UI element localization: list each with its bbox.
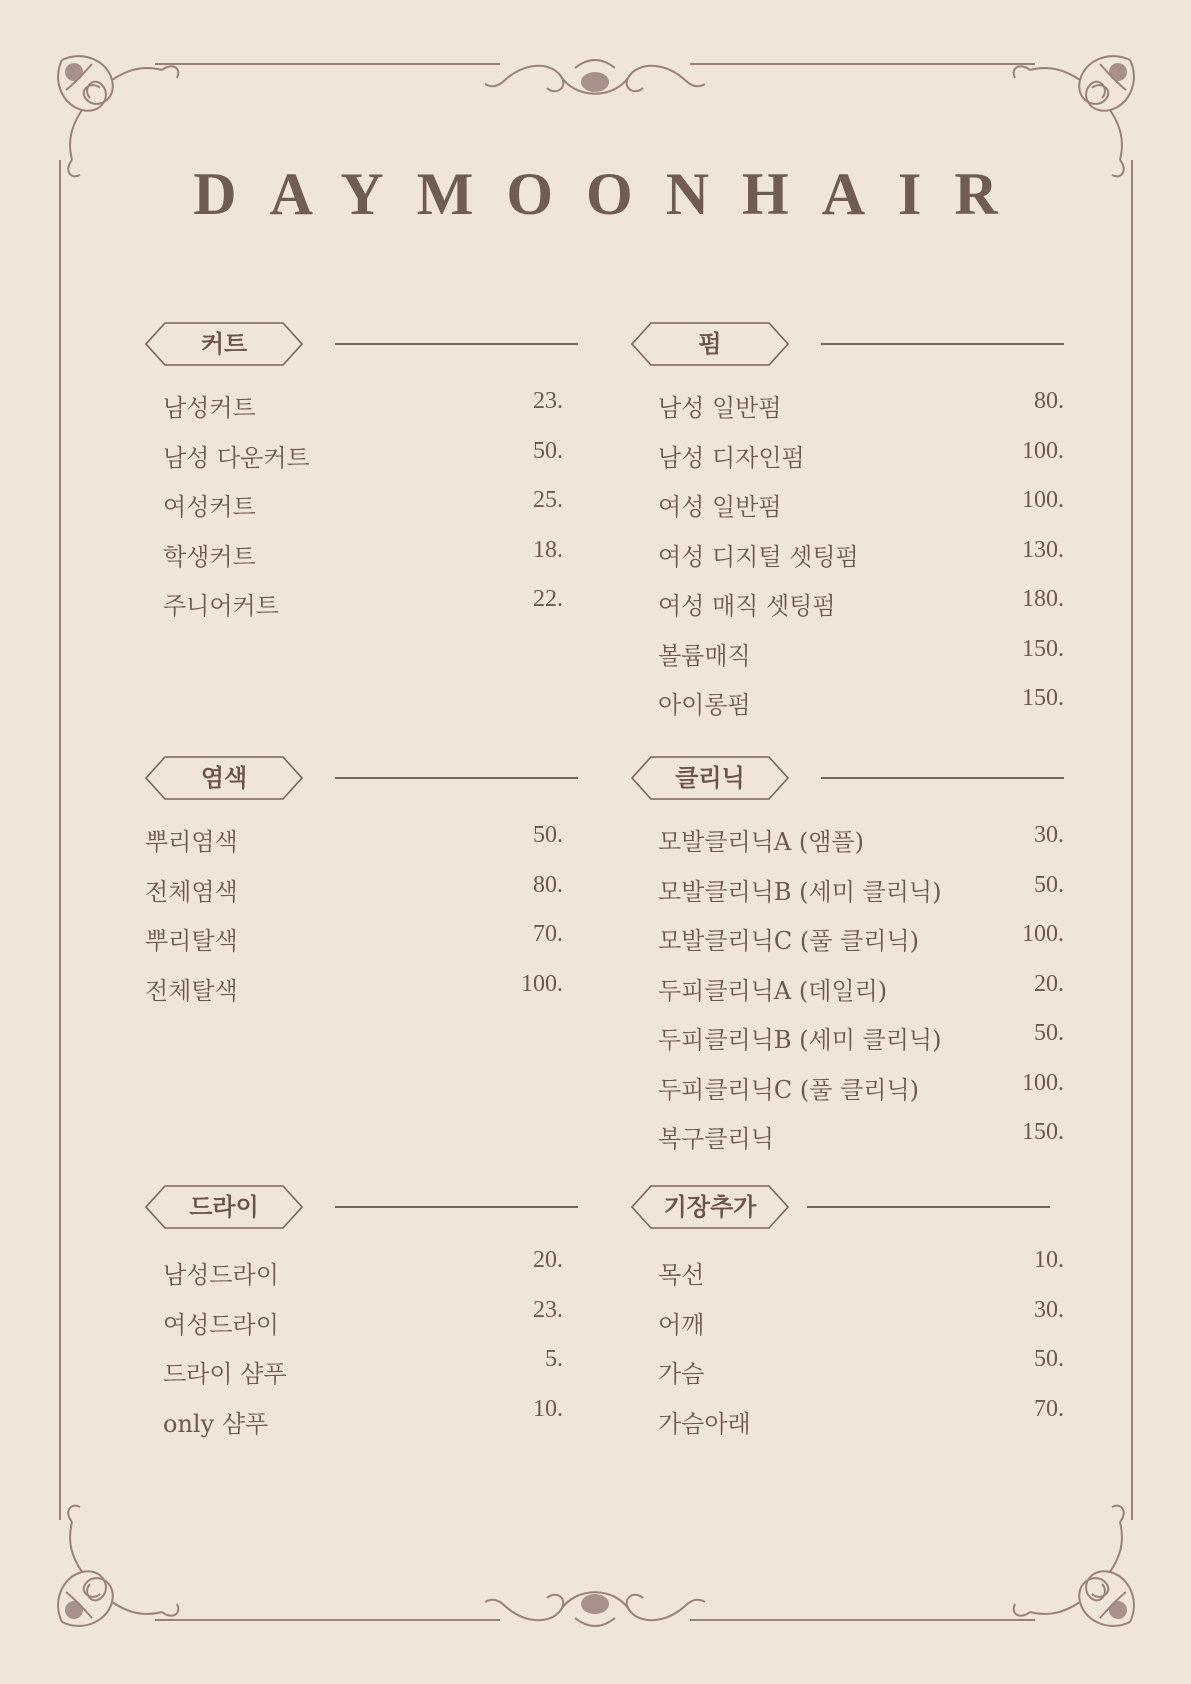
section-rule — [335, 343, 578, 345]
item-price: 150. — [1022, 685, 1064, 711]
section-title: 클리닉 — [675, 764, 745, 792]
menu-item — [631, 388, 1064, 438]
item-name: 두피클리닉B (세미 클리닉) — [658, 1026, 942, 1054]
section-perm — [631, 322, 1064, 719]
section-title: 드라이 — [189, 1193, 259, 1221]
menu-item — [631, 685, 1064, 735]
item-name: 남성 디자인펌 — [658, 443, 805, 472]
brand-title: DAYMOONHAIR — [193, 161, 1031, 227]
menu-item — [631, 438, 1064, 488]
item-name: 남성 일반펌 — [658, 394, 782, 422]
menu-item — [631, 921, 1064, 971]
menu-list — [631, 1247, 1064, 1449]
menu-item — [145, 1346, 563, 1400]
item-price: 50. — [533, 437, 563, 464]
menu-list — [631, 822, 1064, 1169]
menu-item — [145, 438, 563, 488]
item-name: 드라이 샴푸 — [163, 1360, 287, 1388]
menu-item — [631, 971, 1064, 1021]
item-name: 여성 디지털 셋팅펌 — [658, 542, 859, 571]
item-name: 전체염색 — [145, 877, 238, 906]
menu-item — [631, 822, 1064, 872]
item-price: 70. — [533, 921, 563, 947]
section-dry — [145, 1185, 578, 1438]
item-price: 70. — [1034, 1395, 1064, 1422]
item-name: 모발클리닉B (세미 클리닉) — [658, 877, 942, 906]
item-name: 뿌리탈색 — [145, 927, 238, 955]
section-header — [145, 756, 578, 800]
section-header — [631, 322, 1064, 366]
menu-item — [631, 586, 1064, 636]
item-price: 50. — [1034, 1020, 1064, 1046]
section-rule — [807, 1206, 1050, 1208]
item-name: 복구클리닉 — [658, 1125, 774, 1153]
menu-item — [145, 921, 563, 971]
menu-item — [145, 388, 563, 438]
corner-flourish-icon — [58, 56, 178, 176]
item-name: 가슴아래 — [658, 1409, 751, 1438]
item-name: 어깨 — [658, 1310, 705, 1339]
menu-item — [145, 1296, 563, 1351]
item-price: 180. — [1022, 586, 1064, 612]
item-name: 남성커트 — [163, 394, 256, 422]
menu-item — [145, 537, 563, 587]
item-price: 25. — [533, 487, 563, 513]
menu-item — [631, 636, 1064, 686]
menu-item — [631, 1020, 1064, 1070]
menu-item — [631, 1346, 1064, 1400]
item-price: 20. — [533, 1247, 563, 1273]
item-price: 22. — [533, 586, 563, 612]
item-name: 여성드라이 — [163, 1310, 279, 1339]
menu-item — [145, 1247, 563, 1301]
item-name: 전체탈색 — [145, 976, 238, 1005]
item-name: 남성 다운커트 — [163, 443, 310, 472]
menu-list — [145, 388, 563, 636]
item-name: 모발클리닉A (앰플) — [658, 828, 864, 856]
item-price: 30. — [1034, 822, 1064, 848]
menu-item — [631, 1070, 1064, 1120]
item-price: 100. — [1022, 487, 1064, 513]
item-price: 50. — [1034, 1346, 1064, 1372]
menu-list — [145, 1247, 563, 1449]
item-name: 모발클리닉C (풀 클리닉) — [658, 927, 920, 955]
item-name: 두피클리닉C (풀 클리닉) — [658, 1075, 920, 1104]
section-length — [631, 1185, 1064, 1438]
menu-list — [145, 822, 563, 1020]
item-name: 여성커트 — [163, 493, 256, 521]
menu-item — [631, 1296, 1064, 1351]
menu-item — [631, 1119, 1064, 1169]
item-name: 주니어커트 — [163, 592, 279, 620]
menu-item — [145, 586, 563, 636]
item-price: 50. — [533, 822, 563, 848]
item-price: 130. — [1022, 536, 1064, 563]
item-price: 30. — [1034, 1296, 1064, 1323]
menu-item — [631, 537, 1064, 587]
menu-item — [145, 872, 563, 922]
item-name: 뿌리염색 — [145, 828, 238, 856]
menu-item — [631, 872, 1064, 922]
item-name: 아이롱펌 — [658, 691, 751, 719]
section-header — [631, 1185, 1064, 1229]
item-price: 18. — [533, 536, 563, 563]
section-color — [145, 756, 578, 1005]
section-title: 커트 — [200, 330, 248, 358]
item-price: 100. — [1022, 437, 1064, 464]
section-header — [631, 756, 1064, 800]
section-rule — [335, 777, 578, 779]
item-price: 23. — [533, 1296, 563, 1323]
item-price: 100. — [521, 970, 563, 997]
menu-item — [145, 971, 563, 1021]
item-name: 남성드라이 — [163, 1261, 279, 1289]
section-header — [145, 322, 578, 366]
item-name: 목선 — [658, 1261, 705, 1289]
item-price: 23. — [533, 388, 563, 414]
center-flourish-icon — [485, 60, 705, 94]
section-rule — [335, 1206, 578, 1208]
item-name: 여성 일반펌 — [658, 493, 782, 521]
item-price: 100. — [1022, 1069, 1064, 1096]
item-name: 두피클리닉A (데일리) — [658, 976, 888, 1005]
menu-item — [145, 1395, 563, 1450]
item-price: 50. — [1034, 871, 1064, 898]
item-price: 80. — [1034, 388, 1064, 414]
section-cut — [145, 322, 578, 620]
section-clinic — [631, 756, 1064, 1153]
section-header — [145, 1185, 578, 1229]
item-price: 10. — [1034, 1247, 1064, 1273]
menu-item — [631, 487, 1064, 537]
section-rule — [821, 777, 1064, 779]
item-name: 여성 매직 셋팅펌 — [658, 592, 836, 620]
item-price: 10. — [533, 1395, 563, 1422]
item-price: 100. — [1022, 921, 1064, 947]
menu-item — [145, 487, 563, 537]
menu-item — [145, 822, 563, 872]
menu-item — [631, 1247, 1064, 1301]
section-title: 펌 — [698, 330, 722, 358]
item-name: 볼륨매직 — [658, 641, 751, 670]
menu-list — [631, 388, 1064, 735]
item-price: 80. — [533, 871, 563, 898]
menu-item — [631, 1395, 1064, 1450]
item-price: 5. — [545, 1346, 563, 1372]
item-price: 150. — [1022, 1119, 1064, 1145]
item-price: 150. — [1022, 635, 1064, 662]
item-name: 가슴 — [658, 1360, 705, 1388]
item-name: 학생커트 — [163, 542, 256, 571]
item-name: only 샴푸 — [163, 1409, 269, 1438]
section-title: 염색 — [200, 764, 248, 792]
item-price: 20. — [1034, 970, 1064, 997]
section-rule — [821, 343, 1064, 345]
section-title: 기장추가 — [663, 1193, 757, 1221]
